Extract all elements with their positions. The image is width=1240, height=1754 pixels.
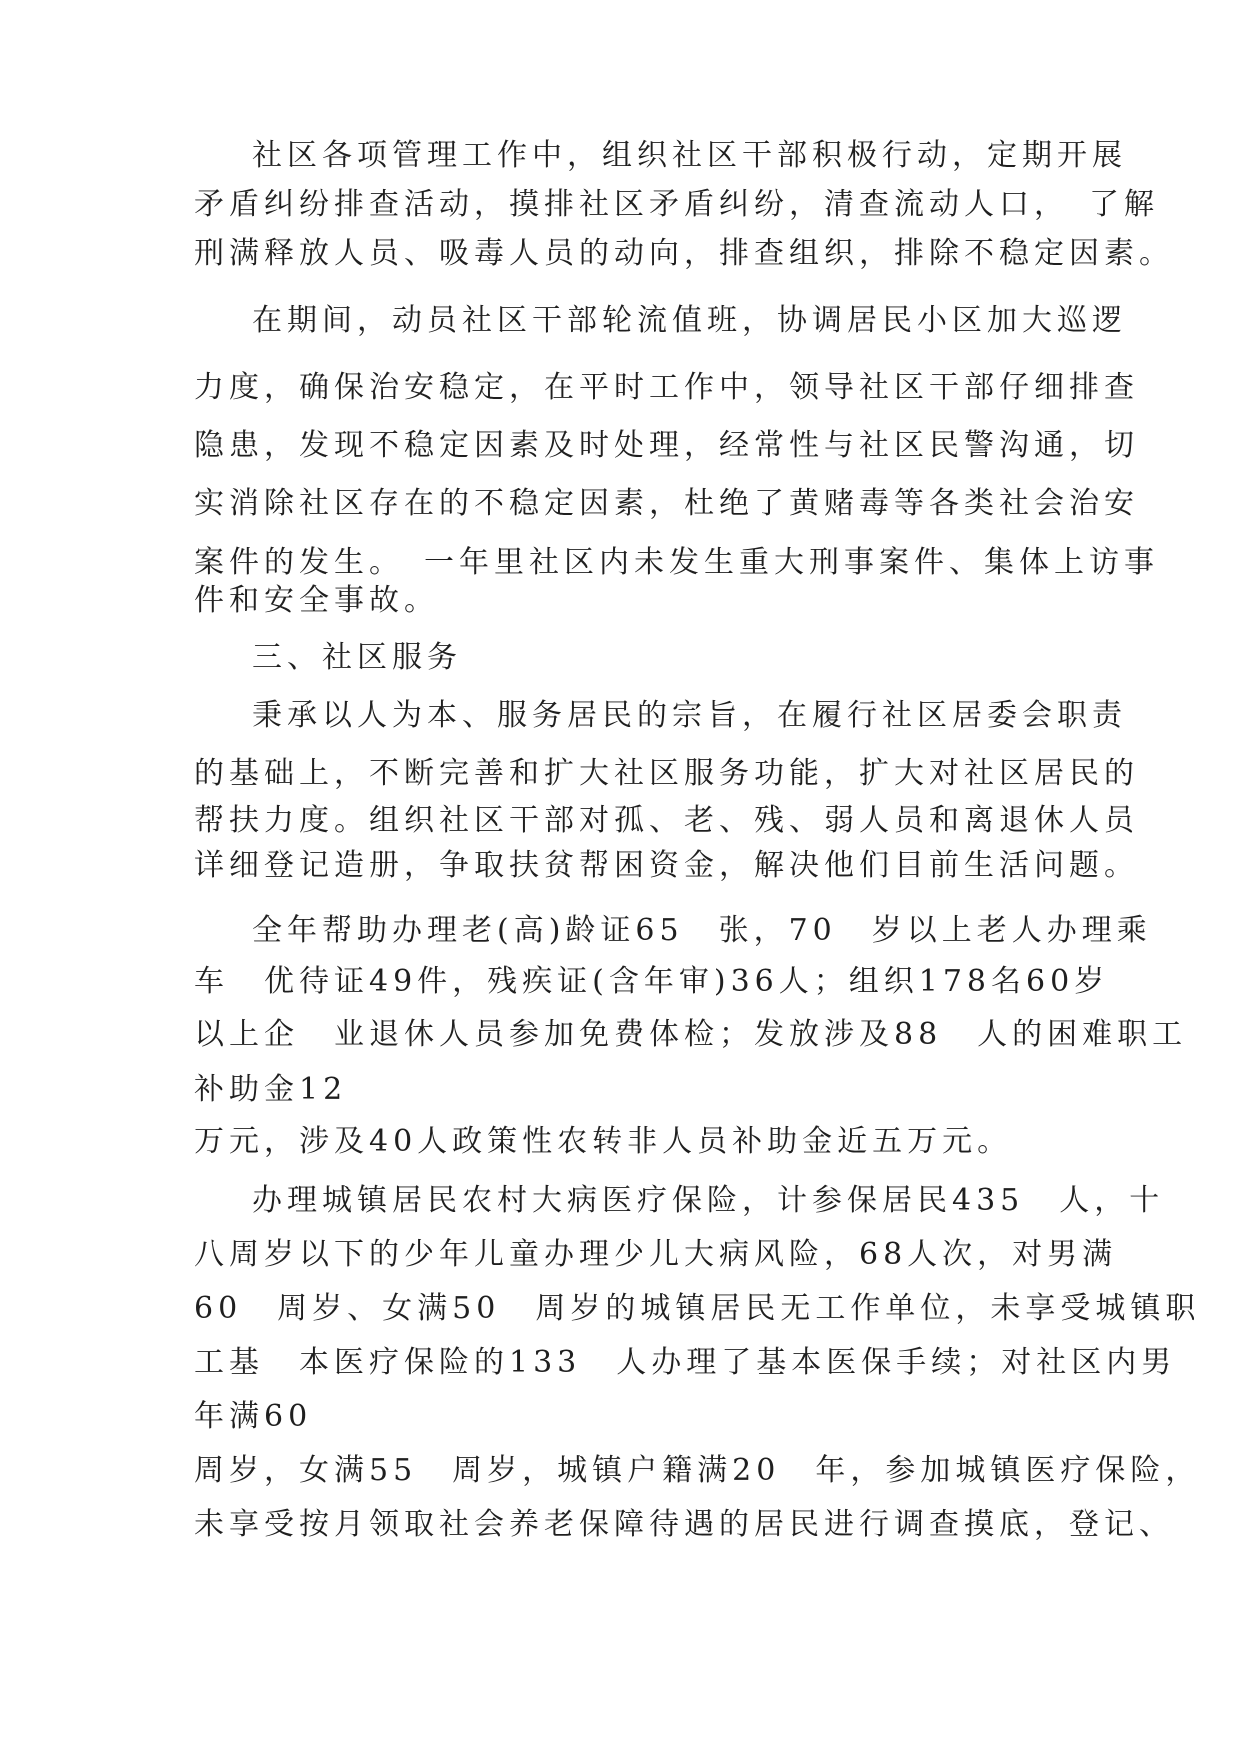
text-line: 件和安全事故。: [194, 583, 439, 618]
text-line: 未享受按月领取社会养老保障待遇的居民进行调查摸底，登记、: [194, 1507, 1174, 1542]
text-line: 工基 本医疗保险的133 人办理了基本医保手续；对社区内男: [194, 1345, 1177, 1380]
text-line: 在期间，动员社区干部轮流值班，协调居民小区加大巡逻: [252, 303, 1127, 338]
text-line: 社区各项管理工作中，组织社区干部积极行动，定期开展: [252, 138, 1127, 173]
text-line: 的基础上，不断完善和扩大社区服务功能，扩大对社区居民的: [194, 756, 1139, 791]
text-line: 以上企 业退休人员参加免费体检；发放涉及88 人的困难职工: [194, 1017, 1188, 1052]
text-line: 隐患，发现不稳定因素及时处理，经常性与社区民警沟通，切: [194, 428, 1139, 463]
text-line: 60 周岁、女满50 周岁的城镇居民无工作单位，未享受城镇职: [194, 1291, 1201, 1326]
text-line: 补助金12: [194, 1072, 348, 1107]
text-line: 万元，涉及40人政策性农转非人员补助金近五万元。: [194, 1124, 1013, 1159]
text-line: 详细登记造册，争取扶贫帮困资金，解决他们目前生活问题。: [194, 848, 1139, 883]
text-line: 年满60: [194, 1399, 313, 1434]
text-line: 刑满释放人员、吸毒人员的动向，排查组织，排除不稳定因素。: [194, 236, 1174, 271]
text-line: 周岁，女满55 周岁，城镇户籍满20 年，参加城镇医疗保险，: [194, 1453, 1201, 1488]
text-line: 帮扶力度。组织社区干部对孤、老、残、弱人员和离退休人员: [194, 803, 1139, 838]
text-line: 实消除社区存在的不稳定因素，杜绝了黄赌毒等各类社会治安: [194, 486, 1139, 521]
text-line: 案件的发生。 一年里社区内未发生重大刑事案件、集体上访事: [194, 545, 1159, 580]
text-line: 矛盾纠纷排查活动，摸排社区矛盾纠纷，清查流动人口， 了解: [194, 187, 1159, 222]
text-line: 秉承以人为本、服务居民的宗旨，在履行社区居委会职责: [252, 698, 1127, 733]
text-line: 力度，确保治安稳定，在平时工作中，领导社区干部仔细排查: [194, 370, 1139, 405]
text-line: 八周岁以下的少年儿童办理少儿大病风险，68人次，对男满: [194, 1237, 1118, 1272]
text-line: 办理城镇居民农村大病医疗保险，计参保居民435 人，十: [252, 1183, 1165, 1218]
section-heading: 三、社区服务: [252, 640, 462, 675]
text-line: 车 优待证49件，残疾证(含年审)36人；组织178名60岁: [194, 964, 1110, 999]
text-line: 全年帮助办理老(高)龄证65 张，70 岁以上老人办理乘: [252, 913, 1152, 948]
